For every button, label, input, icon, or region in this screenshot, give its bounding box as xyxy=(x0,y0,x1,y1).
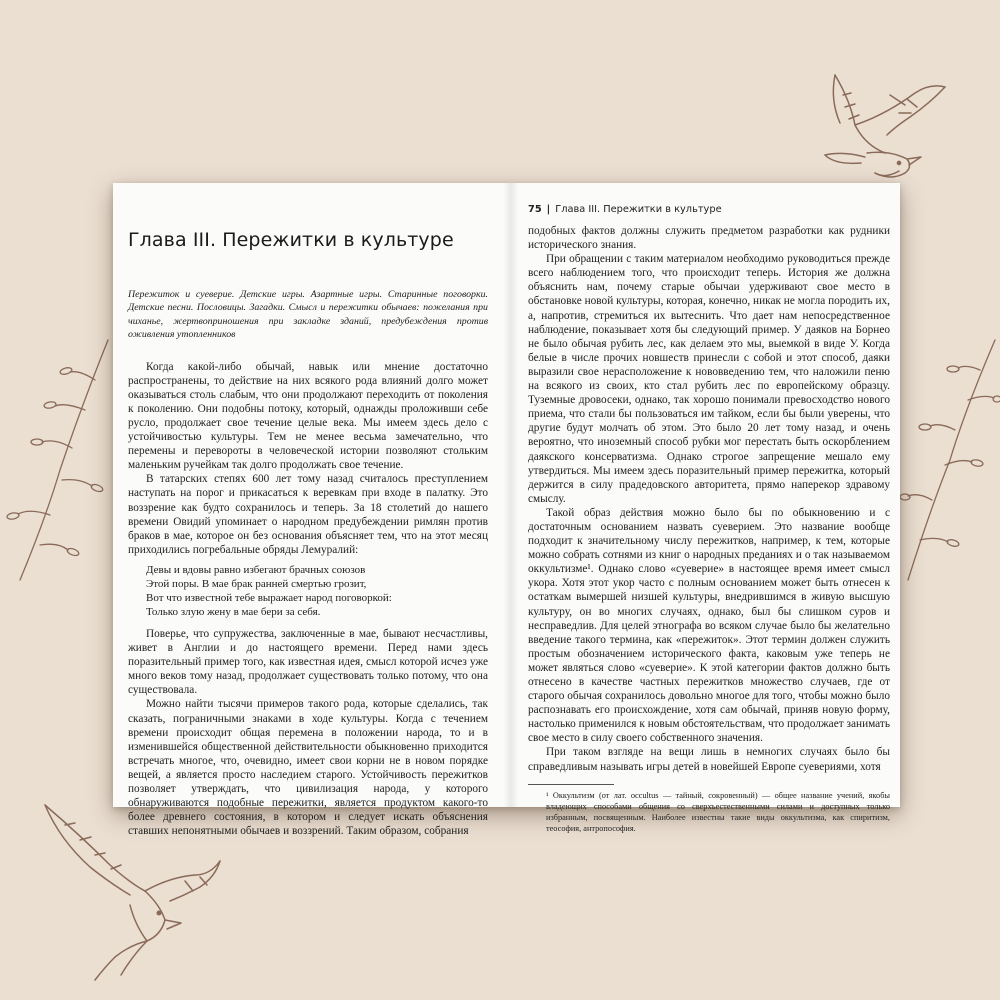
paragraph: Можно найти тысячи примеров такого рода, которые сделались, так сказать, пограничными знаками в ходе культуры. Когда с течением времени происходит общая перемена в положении народа, то и в изменившейся общественной действительности обыкновенно приходится встречать многое, что, очевидно, имеет свои корни не в новом порядке вещей, а является просто наследием старого. Устойчивость пережитков позволяет утверждать, что цивилизация народа, у которого обнаруживаются подобные пережитки, является продуктом какого-то более древнего состояния, в котором и следует искать объяснения ставших непонятными обычаев и воззрений. Таким образом, собрания xyxy=(128,698,488,838)
footnote: ¹ Оккультизм (от лат. occultus — тайный, сокровенный) — общее название учений, якобы владеющих способами общения со сверхъестественными силами и доступных только избранным, посвященным. Наиболее известны такие виды оккультизма, как спиритизм, теософия, антропософия. xyxy=(546,790,890,833)
poem-line: Этой поры. В мае брак ранней смертью грозит, xyxy=(146,577,367,590)
open-book xyxy=(113,183,900,838)
paragraph-continuation: подобных фактов должны служить предметом разработки как рудники исторического знания. xyxy=(528,225,890,252)
footnote-divider xyxy=(528,784,614,785)
paragraph: Поверье, что супружества, заключенные в мае, бывают несчастливы, живет в Англии и до настоящего времени. Перед нами здесь поразительный пример того, как известная идея, смысл которой исчез уже много веков тому назад, продолжает существовать только потому, что она существовала. xyxy=(128,627,488,697)
chapter-title: Глава III. Пережитки в культуре xyxy=(128,229,454,251)
chapter-epigraph: Пережиток и суеверие. Детские игры. Азартные игры. Старинные поговорки. Детские песни. Пословицы. Загадки. Смысл и пережитки обычаев: пожелания при чиханье, жертвоприношения при закладке зданий, предубеждения против оживления утопленников xyxy=(128,289,488,341)
running-header xyxy=(528,204,890,217)
poem-line: Девы и вдовы равно избегают брачных союзов xyxy=(146,563,366,576)
poem-line: Только злую жену в мае бери за себя. xyxy=(146,605,321,618)
paragraph: Когда какой-либо обычай, навык или мнение достаточно распространены, то действие на них всякого рода влияний долго может оказываться столь слабым, что они продолжают переходить от поколения к поколению. Они подобны потоку, который, однажды проложивши себе русло, продолжает свое течение целые века. Мы имеем здесь дело с устойчивостью культуры. Тем не менее весьма замечательно, что перемены и перевороты в человеческой истории позволяют стольким маленьким ручейкам так долго продолжать свое течение. xyxy=(128,360,488,472)
paragraph: Такой образ действия можно было бы по обыкновению и с достаточным основанием назвать суеверием. Это название вообще подходит к значительному числу пережитков, например, к тем, которые можно собрать сотнями из книг о народных преданиях и о так называемом оккультизме¹. Однако слово «суеверие» в настоящее время имеет смысл укора. Хотя этот укор часто с полным основанием может быть отнесен к остаткам вымершей низшей культуры, внедрившимся в живую высшую культуру, он во многих случаях, однако, был бы слишком суров и несправедлив. Для целей этнографа во всяком случае было бы желательно введение такого термина, как «пережиток». Этот термин должен служить простым обозначением исторического факта, каковым уже теперь не может являться слово «суеверие». К этой категории фактов должно быть отнесено в качестве частных пережитков множество случаев, где от старого обычая сохранилось довольно многое для того, чтобы можно было распознавать его происхождение, хотя сам обычай, приняв новую форму, настолько применился к новым обстоятельствам, что продолжает занимать свое место в силу своего собственного значения. xyxy=(528,506,890,745)
willow-branch-right-icon xyxy=(900,330,1000,590)
right-page xyxy=(528,183,890,833)
left-body-text xyxy=(128,360,488,839)
poem-quote xyxy=(146,563,488,619)
paragraph: При таком взгляде на вещи лишь в немногих случаях было бы справедливым называть игры детей в новейшей Европе суевериями, хотя xyxy=(528,746,890,773)
poem-line: Вот что известной тебе выражает народ поговоркой: xyxy=(146,591,392,604)
page-number: 75 xyxy=(528,204,542,215)
running-title: Глава III. Пережитки в культуре xyxy=(555,204,722,215)
paragraph: При обращении с таким материалом необходимо руководиться прежде всего наблюдением того, что происходит теперь. История же должна объяснить нам, почему старые обычаи удерживают свое место в обстановке новой культуры, которая, конечно, никак не могла породить их, а, напротив, стремиться их вытеснить. Что дает нам непосредственное наблюдение, показывает хотя бы следующий пример. У даяков на Борнео не было обычая рубить лес, как делаем это мы, выемкой в виде У. Когда белые в числе прочих новшеств принесли с собой и этот способ, даяки выразили свое нерасположение к нововведению тем, что наложили пеню на всякого из своих, кто стал рубить лес по европейскому образцу. Туземные дровосеки, однако, так хорошо понимали превосходство нового приема, что стали бы пользоваться им тайком, если бы были уверены, что другие будут молчать об этом. Это было 20 лет тому назад, и очень вероятно, что иноземный способ рубки мог перестать быть оскорблением даякского консерватизма. Однако строгое запрещение мешало ему утвердиться. Мы имеем здесь поразительный пример пережитка, который держится в силу прадедовского авторитета, прямо наперекор здравому смыслу. xyxy=(528,253,890,505)
right-body-text xyxy=(528,224,890,774)
left-page xyxy=(128,183,488,838)
paragraph: В татарских степях 600 лет тому назад считалось преступлением наступать на порог и прикасаться к веревкам при входе в палатку. Это воззрение как будто сохранилось и теперь. За 18 столетий до нашего времени Овидий упоминает о народном предубеждении римлян против браков в мае, которое он без основания объясняет тем, что на этот месяц приходились погребальные обряды Лемуралий: xyxy=(128,473,488,556)
willow-branch-left-icon xyxy=(0,330,115,590)
header-separator: | xyxy=(546,204,551,215)
swallow-top-right-icon xyxy=(795,55,955,185)
